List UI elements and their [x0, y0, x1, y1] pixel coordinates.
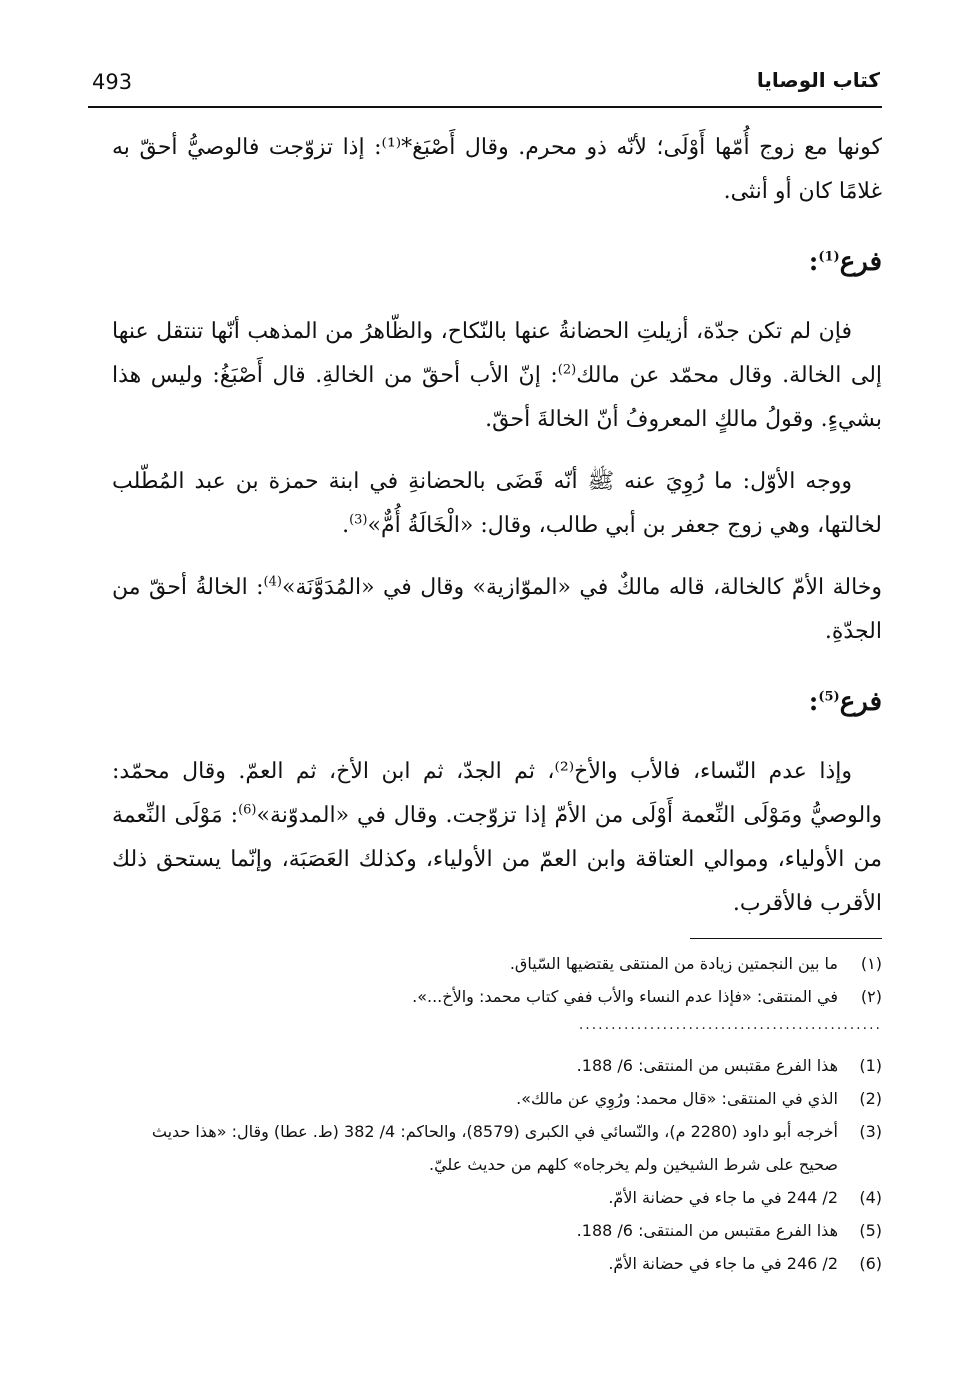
footnotes [112, 938, 882, 1280]
footnote-number: (3) [859, 1122, 882, 1141]
footnote-number: (1) [859, 1056, 882, 1075]
heading-2-footnote-ref: (5) [818, 689, 840, 705]
paragraph-5-tail: : مَوْلَى النِّعمة من الأولياء، وموالي العتاقة وابن العمّ من الأولياء، وكذلك العَصَبَة، وإنّما يستحق ذلك الأقرب فالأقرب. [112, 803, 882, 916]
page-number: 493 [92, 70, 133, 94]
paragraph-4-tail: : الخالةُ أحقّ من الجدّةِ. [112, 575, 882, 644]
footnote-number: (١) [860, 954, 882, 973]
paragraph-2 [112, 310, 882, 442]
footnote-rule [690, 938, 882, 939]
paragraph-1: كونها مع زوج أُمّها أَوْلَى؛ لأنّه ذو محرم. وقال أَصْبَغ*⁽¹⁾: إذا تزوّجت فالوصيُّ أحقّ به غلامًا كان أو أنثى. [112, 135, 882, 204]
header-rule [88, 106, 882, 108]
paragraph-3-text: ووجه الأوّل: ما رُوِيَ عنه ﷺ أنّه قَضَى بالحضانةِ في ابنة حمزة بن عبد المُطّلب لخالتها، وهي زوج جعفر بن أبي طالب، وقال: «الْخَالَةُ أُمٌّ» [112, 469, 882, 538]
footnote-number: (4) [859, 1188, 882, 1207]
paragraph-5 [112, 750, 882, 926]
paragraph-2-footnote-ref: (2) [557, 362, 577, 378]
footnote-text: هذا الفرع مقتبس من المنتقى: 6/ 188. [576, 1056, 838, 1075]
running-title: كتاب الوصايا [756, 68, 880, 92]
footnote [112, 1181, 882, 1214]
footnote-text: 2/ 246 في ما جاء في حضانة الأمّ. [608, 1254, 838, 1273]
paragraph-3-footnote-ref: (3) [349, 512, 368, 528]
dotted-separator: ............................................... [578, 1017, 882, 1033]
paragraph-2-text: فإن لم تكن جدّة، أزيلتِ الحضانةُ عنها بالنّكاح، والظّاهرُ من المذهب أنّها تنتقل عنها إلى الخالة. وقال محمّد عن مالك [112, 319, 883, 388]
main-text [112, 126, 882, 926]
paragraph-2-tail: : إنّ الأب أحقّ من الخالةِ. قال أَصْبَغُ: وليس هذا بشيءٍ. وقولُ مالكٍ المعروفُ أنّ الخالةَ أحقّ. [112, 363, 882, 432]
footnote-text: ما بين النجمتين زيادة من المنتقى يقتضيها السّياق. [509, 954, 838, 973]
footnote [112, 1049, 882, 1082]
footnote-number: (2) [859, 1089, 882, 1108]
footnote-number: (٢) [860, 987, 882, 1006]
paragraph-4-footnote-ref: (4) [263, 574, 282, 590]
heading-1-text: فرع [839, 247, 882, 277]
footnote-text: في المنتقى: «فإذا عدم النساء والأب ففي كتاب محمد: والأخ...». [412, 987, 838, 1006]
footnote [112, 1115, 882, 1181]
editor-footnote [112, 947, 882, 980]
paragraph-4 [112, 566, 882, 654]
section-heading-1: فرع$^{(1)}$: [808, 247, 882, 277]
footnote-number: (6) [859, 1254, 882, 1273]
footnote [112, 1214, 882, 1247]
heading-1-footnote-ref: (1) [818, 249, 840, 265]
paragraph-3-tail: . [342, 513, 350, 538]
heading-2-text: فرع [839, 687, 882, 717]
paragraph-3 [112, 460, 882, 548]
footnote-number: (5) [859, 1221, 882, 1240]
footnote-text: 2/ 244 في ما جاء في حضانة الأمّ. [608, 1188, 838, 1207]
footnote-text: الذي في المنتقى: «قال محمد: ورُوِي عن مالك». [516, 1089, 838, 1108]
paragraph-5-text: وإذا عدم النّساء، فالأب والأخ⁽²⁾، ثم الجدّ، ثم ابن الأخ، ثم العمّ. وقال محمّد: والوصيُّ ومَوْلَى النِّعمة أَوْلَى من الأمّ إذا تزوّجت. وقال في «المدوّنة» [112, 759, 882, 828]
section-heading-2: فرع$^{(5)}$: [808, 687, 882, 717]
footnote-text: أخرجه أبو داود (2280 م)، والنّسائي في الكبرى (8579)، والحاكم: 4/ 382 (ط. عطا) وقال: «هذا حديث صحيح على شرط الشيخين ولم يخرجاه» كلهم من حديث عليّ. [151, 1122, 838, 1174]
footnote [112, 1082, 882, 1115]
editor-footnote [112, 980, 882, 1013]
paragraph-4-text: وخالة الأمّ كالخالة، قاله مالكٌ في «الموّازية» وقال في «المُدَوَّنَة» [281, 575, 883, 600]
page-header [92, 66, 880, 106]
footnote-text: هذا الفرع مقتبس من المنتقى: 6/ 188. [576, 1221, 838, 1240]
footnote [112, 1247, 882, 1280]
paragraph-5-footnote-ref: (6) [238, 802, 257, 818]
